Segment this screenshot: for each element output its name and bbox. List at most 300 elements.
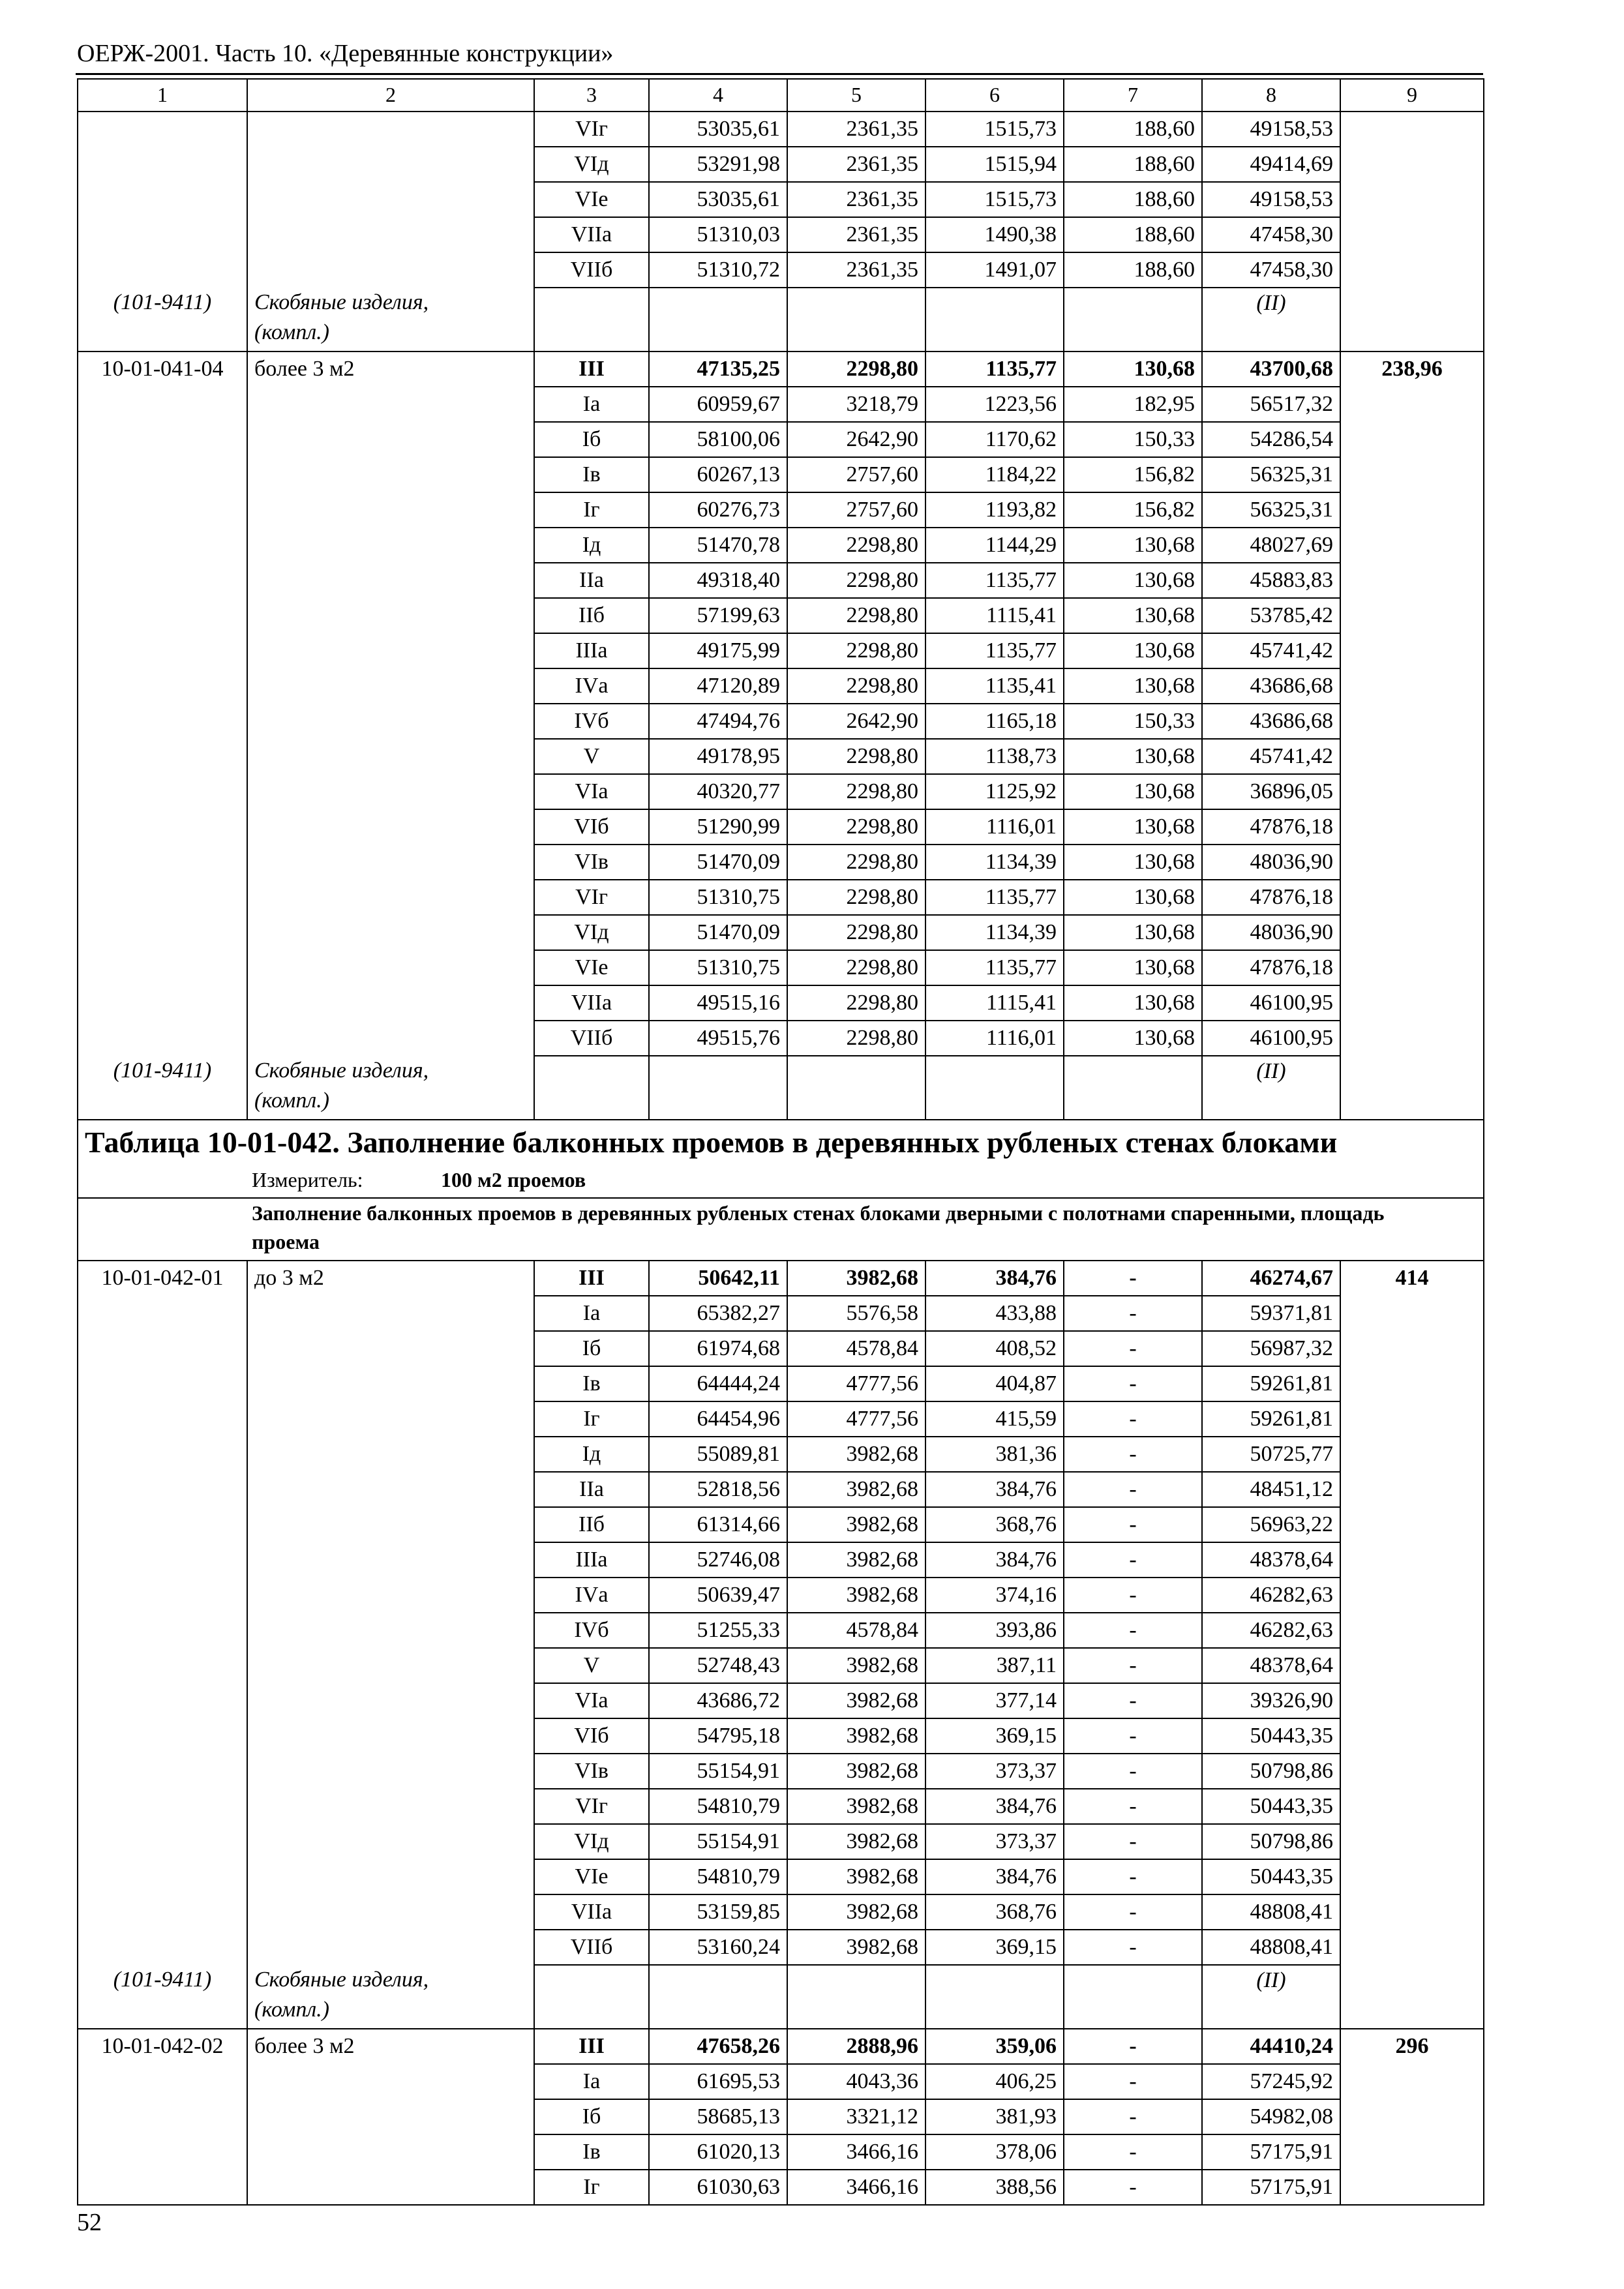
item-code [78,1472,247,1507]
value-cell-8: 57245,92 [1202,2064,1340,2099]
item-code [78,1437,247,1472]
table-row [78,633,1484,668]
zone-cell: Iа [534,1296,649,1331]
zone-cell: III [534,352,649,387]
item-code [78,633,247,668]
value-cell-4: 51310,03 [649,217,787,252]
value-cell-4: 65382,27 [649,1296,787,1331]
value-cell-5: 2298,80 [787,880,925,915]
table-row [78,528,1484,563]
item-name [247,182,534,217]
value-cell-9 [1340,2170,1484,2205]
value-cell-5: 2298,80 [787,809,925,845]
item-name [247,387,534,422]
table-row [78,1683,1484,1718]
value-cell-5: 3466,16 [787,2170,925,2205]
column-number: 6 [925,79,1064,112]
value-cell-6: 415,59 [925,1401,1064,1437]
zone-cell: VIIб [534,1021,649,1056]
item-name [247,739,534,774]
value-cell-9: 414 [1340,1261,1484,1296]
value-cell-6: 381,36 [925,1437,1064,1472]
zone-cell: IVб [534,704,649,739]
value-cell-9 [1340,1824,1484,1859]
zone-cell: III [534,1261,649,1296]
reference-name-line: Скобяные изделия, [254,1967,429,1992]
value-cell-8: 53785,42 [1202,598,1340,633]
value-cell-7: 130,68 [1064,985,1202,1021]
table-row [78,1261,1484,1296]
measure-label: Измеритель: [252,1168,363,1191]
reference-name-line: Скобяные изделия, [254,290,429,314]
value-cell-5: 2298,80 [787,668,925,704]
value-cell-9 [1340,422,1484,457]
item-code [78,182,247,217]
value-cell-9 [1340,1578,1484,1613]
value-cell-7: - [1064,1578,1202,1613]
value-cell-7: - [1064,1261,1202,1296]
value-cell-5: 2298,80 [787,528,925,563]
table-row [78,387,1484,422]
empty-cell [787,1056,925,1120]
item-code [78,880,247,915]
reference-code: (101-9411) [78,288,247,352]
value-cell-4: 51470,78 [649,528,787,563]
value-cell-9 [1340,633,1484,668]
value-cell-6: 384,76 [925,1859,1064,1894]
value-cell-5: 2757,60 [787,457,925,492]
table-row [78,915,1484,950]
value-cell-5: 2298,80 [787,985,925,1021]
value-cell-9 [1340,1859,1484,1894]
item-code [78,1648,247,1683]
value-cell-5: 4043,36 [787,2064,925,2099]
reference-value: (II) [1202,1056,1340,1120]
value-cell-5: 2298,80 [787,563,925,598]
value-cell-8: 46282,63 [1202,1578,1340,1613]
empty-cell [1064,288,1202,352]
reference-name-line: (компл.) [254,1088,329,1113]
value-cell-8: 43686,68 [1202,704,1340,739]
value-cell-5: 3982,68 [787,1578,925,1613]
item-name [247,985,534,1021]
item-name [247,880,534,915]
value-cell-4: 51310,75 [649,880,787,915]
item-code [78,217,247,252]
value-cell-8: 56325,31 [1202,457,1340,492]
item-code [78,1824,247,1859]
zone-cell: IIб [534,1507,649,1542]
item-code [78,1683,247,1718]
value-cell-6: 393,86 [925,1613,1064,1648]
item-name [247,1930,534,1965]
value-cell-5: 2361,35 [787,182,925,217]
value-cell-4: 55154,91 [649,1824,787,1859]
item-code [78,1366,247,1401]
empty-cell [787,1965,925,2029]
value-cell-8: 47876,18 [1202,809,1340,845]
value-cell-6: 1134,39 [925,915,1064,950]
item-code: 10-01-042-01 [78,1261,247,1296]
value-cell-6: 1515,94 [925,147,1064,182]
zone-cell: VIа [534,1683,649,1718]
item-name [247,1683,534,1718]
value-cell-8: 47458,30 [1202,252,1340,288]
zone-cell: IIIа [534,633,649,668]
table-row [78,1613,1484,1648]
zone-cell: VIб [534,1718,649,1754]
value-cell-5: 2642,90 [787,422,925,457]
value-cell-6: 1135,77 [925,563,1064,598]
value-cell-7: - [1064,2029,1202,2064]
value-cell-6: 368,76 [925,1507,1064,1542]
value-cell-8: 45741,42 [1202,739,1340,774]
zone-cell: IIа [534,1472,649,1507]
value-cell-8: 50443,35 [1202,1789,1340,1824]
empty-cell [649,1056,787,1120]
item-name [247,1648,534,1683]
value-cell-7: - [1064,1472,1202,1507]
value-cell-6: 373,37 [925,1824,1064,1859]
value-cell-8: 49158,53 [1202,112,1340,147]
value-cell-6: 1165,18 [925,704,1064,739]
value-cell-8: 48378,64 [1202,1542,1340,1578]
value-cell-7: 130,68 [1064,1021,1202,1056]
value-cell-4: 53160,24 [649,1930,787,1965]
value-cell-6: 1184,22 [925,457,1064,492]
value-cell-4: 40320,77 [649,774,787,809]
value-cell-7: - [1064,1613,1202,1648]
value-cell-9 [1340,528,1484,563]
reference-row [78,1056,1484,1120]
value-cell-5: 3982,68 [787,1718,925,1754]
item-name [247,1894,534,1930]
table-row [78,1507,1484,1542]
value-cell-6: 374,16 [925,1578,1064,1613]
value-cell-4: 51255,33 [649,1613,787,1648]
value-cell-5: 3982,68 [787,1507,925,1542]
value-cell-8: 59371,81 [1202,1296,1340,1331]
value-cell-7: 130,68 [1064,774,1202,809]
table-row [78,1472,1484,1507]
reference-code: (101-9411) [78,1965,247,2029]
reference-name-line: (компл.) [254,320,329,344]
value-cell-4: 47135,25 [649,352,787,387]
zone-cell: Iв [534,2134,649,2170]
table-title-row [78,1120,1484,1165]
value-cell-4: 47120,89 [649,668,787,704]
description-text: Заполнение балконных проемов в деревянных рубленых стенах блоками дверными с полотнами спаренными, площадь проема [252,1201,1385,1253]
value-cell-5: 2298,80 [787,915,925,950]
value-cell-5: 2298,80 [787,352,925,387]
value-cell-6: 1515,73 [925,182,1064,217]
value-cell-9 [1340,387,1484,422]
description-row [78,1198,1484,1261]
value-cell-7: - [1064,1894,1202,1930]
value-cell-8: 56963,22 [1202,1507,1340,1542]
empty-cell [1064,1965,1202,2029]
item-name [247,668,534,704]
value-cell-5: 3982,68 [787,1789,925,1824]
value-cell-4: 61974,68 [649,1331,787,1366]
value-cell-6: 1223,56 [925,387,1064,422]
zone-cell: IVа [534,668,649,704]
value-cell-9 [1340,809,1484,845]
value-cell-8: 46274,67 [1202,1261,1340,1296]
value-cell-9 [1340,1789,1484,1824]
zone-cell: V [534,1648,649,1683]
table-row [78,704,1484,739]
zone-cell: IIIа [534,1542,649,1578]
value-cell-9 [1340,668,1484,704]
value-cell-7: - [1064,1401,1202,1437]
value-cell-9 [1340,1718,1484,1754]
zone-cell: VIд [534,1824,649,1859]
value-cell-5: 2888,96 [787,2029,925,2064]
item-code [78,774,247,809]
table-row [78,1718,1484,1754]
value-cell-5: 2361,35 [787,112,925,147]
value-cell-8: 48808,41 [1202,1930,1340,1965]
value-cell-8: 47458,30 [1202,217,1340,252]
item-name [247,492,534,528]
table-row [78,774,1484,809]
value-cell-5: 3982,68 [787,1683,925,1718]
item-code [78,2134,247,2170]
value-cell-4: 49318,40 [649,563,787,598]
item-name [247,1578,534,1613]
value-cell-9 [1340,704,1484,739]
value-cell-8: 46100,95 [1202,1021,1340,1056]
zone-cell: IVа [534,1578,649,1613]
value-cell-5: 2642,90 [787,704,925,739]
value-cell-8: 43700,68 [1202,352,1340,387]
item-code [78,147,247,182]
value-cell-8: 49414,69 [1202,147,1340,182]
zone-cell: VIIа [534,217,649,252]
zone-cell: VIг [534,112,649,147]
empty-cell [649,1965,787,2029]
value-cell-8: 48451,12 [1202,1472,1340,1507]
page-header: ОЕРЖ-2001. Часть 10. «Деревянные конструкции» [77,40,614,67]
table-row [78,2099,1484,2134]
value-cell-6: 384,76 [925,1542,1064,1578]
value-cell-7: 156,82 [1064,492,1202,528]
item-name [247,1366,534,1401]
item-code [78,704,247,739]
value-cell-6: 1135,77 [925,950,1064,985]
value-cell-9 [1340,845,1484,880]
column-number: 2 [247,79,534,112]
reference-name [247,288,534,352]
value-cell-9 [1340,112,1484,147]
table-row [78,1021,1484,1056]
value-cell-8: 48378,64 [1202,1648,1340,1683]
value-cell-4: 60267,13 [649,457,787,492]
reference-name-line: Скобяные изделия, [254,1058,429,1083]
value-cell-9 [1340,915,1484,950]
description-cell [78,1198,1484,1261]
measure-cell [78,1165,1484,1198]
value-cell-6: 359,06 [925,2029,1064,2064]
table-row [78,668,1484,704]
zone-cell: Iб [534,1331,649,1366]
item-name [247,1331,534,1366]
value-cell-5: 3982,68 [787,1437,925,1472]
value-cell-9 [1340,1366,1484,1401]
item-code [78,112,247,147]
value-cell-4: 49178,95 [649,739,787,774]
item-code [78,1789,247,1824]
value-cell-6: 387,11 [925,1648,1064,1683]
table-row [78,880,1484,915]
value-cell-8: 45883,83 [1202,563,1340,598]
empty-cell [1064,1056,1202,1120]
column-number-row [78,79,1484,112]
value-cell-5: 2298,80 [787,950,925,985]
table-row [78,1401,1484,1437]
column-number: 1 [78,79,247,112]
zone-cell: Iб [534,2099,649,2134]
value-cell-4: 50642,11 [649,1261,787,1296]
value-cell-4: 51470,09 [649,915,787,950]
value-cell-4: 61020,13 [649,2134,787,2170]
zone-cell: Iг [534,2170,649,2205]
zone-cell: VIе [534,1859,649,1894]
value-cell-9 [1340,1331,1484,1366]
value-cell-6: 1125,92 [925,774,1064,809]
value-cell-7: - [1064,1507,1202,1542]
column-number: 5 [787,79,925,112]
value-cell-9 [1340,563,1484,598]
empty-cell [1340,1965,1484,2029]
value-cell-7: - [1064,1859,1202,1894]
value-cell-9 [1340,1930,1484,1965]
value-cell-9 [1340,182,1484,217]
value-cell-7: 188,60 [1064,112,1202,147]
value-cell-4: 61314,66 [649,1507,787,1542]
value-cell-4: 53159,85 [649,1894,787,1930]
value-cell-8: 57175,91 [1202,2170,1340,2205]
value-cell-5: 3982,68 [787,1754,925,1789]
value-cell-7: - [1064,1296,1202,1331]
value-cell-7: - [1064,1437,1202,1472]
value-cell-8: 44410,24 [1202,2029,1340,2064]
zone-cell: III [534,2029,649,2064]
item-name [247,915,534,950]
value-cell-7: 156,82 [1064,457,1202,492]
value-cell-7: 150,33 [1064,422,1202,457]
value-cell-4: 49515,16 [649,985,787,1021]
value-cell-5: 2361,35 [787,147,925,182]
value-cell-5: 4777,56 [787,1401,925,1437]
value-cell-9 [1340,492,1484,528]
reference-value: (II) [1202,1965,1340,2029]
table-row [78,2134,1484,2170]
value-cell-7: 182,95 [1064,387,1202,422]
reference-row [78,1965,1484,2029]
value-cell-5: 2298,80 [787,1021,925,1056]
value-cell-4: 54810,79 [649,1859,787,1894]
table-row [78,457,1484,492]
value-cell-8: 50443,35 [1202,1718,1340,1754]
value-cell-6: 1135,77 [925,633,1064,668]
measure-row [78,1165,1484,1198]
value-cell-7: - [1064,2064,1202,2099]
value-cell-9 [1340,2134,1484,2170]
value-cell-8: 54982,08 [1202,2099,1340,2134]
value-cell-5: 2298,80 [787,633,925,668]
item-name: более 3 м2 [247,352,534,387]
value-cell-9 [1340,1437,1484,1472]
value-cell-4: 50639,47 [649,1578,787,1613]
value-cell-5: 3982,68 [787,1824,925,1859]
item-name [247,1859,534,1894]
item-name [247,528,534,563]
table-row [78,2029,1484,2064]
item-code [78,1021,247,1056]
item-name [247,1401,534,1437]
table-row [78,563,1484,598]
value-cell-6: 1144,29 [925,528,1064,563]
item-name [247,1613,534,1648]
value-cell-6: 1116,01 [925,809,1064,845]
item-name [247,1507,534,1542]
zone-cell: VIIб [534,252,649,288]
table-row [78,182,1484,217]
item-code [78,809,247,845]
value-cell-7: 130,68 [1064,950,1202,985]
item-code [78,2170,247,2205]
zone-cell: VIд [534,915,649,950]
item-code [78,985,247,1021]
value-cell-6: 408,52 [925,1331,1064,1366]
value-cell-4: 64444,24 [649,1366,787,1401]
value-cell-7: - [1064,1789,1202,1824]
value-cell-7: - [1064,1824,1202,1859]
item-name [247,704,534,739]
value-cell-5: 4578,84 [787,1331,925,1366]
zone-cell: IIб [534,598,649,633]
item-code: 10-01-041-04 [78,352,247,387]
item-code [78,915,247,950]
value-cell-4: 61030,63 [649,2170,787,2205]
header-rule [76,73,1483,75]
value-cell-4: 47494,76 [649,704,787,739]
value-cell-9 [1340,880,1484,915]
item-name [247,1437,534,1472]
value-cell-6: 1134,39 [925,845,1064,880]
value-cell-7: 188,60 [1064,182,1202,217]
value-cell-4: 51310,72 [649,252,787,288]
zone-cell: Iа [534,2064,649,2099]
table-row [78,739,1484,774]
item-code [78,1401,247,1437]
item-code [78,1578,247,1613]
item-code [78,528,247,563]
empty-cell [925,1056,1064,1120]
value-cell-5: 3218,79 [787,387,925,422]
value-cell-4: 58685,13 [649,2099,787,2134]
value-cell-9 [1340,1648,1484,1683]
value-cell-7: - [1064,1366,1202,1401]
column-number: 8 [1202,79,1340,112]
table-row [78,1754,1484,1789]
value-cell-5: 2361,35 [787,217,925,252]
value-cell-9 [1340,950,1484,985]
value-cell-5: 3982,68 [787,1859,925,1894]
table-row [78,1859,1484,1894]
